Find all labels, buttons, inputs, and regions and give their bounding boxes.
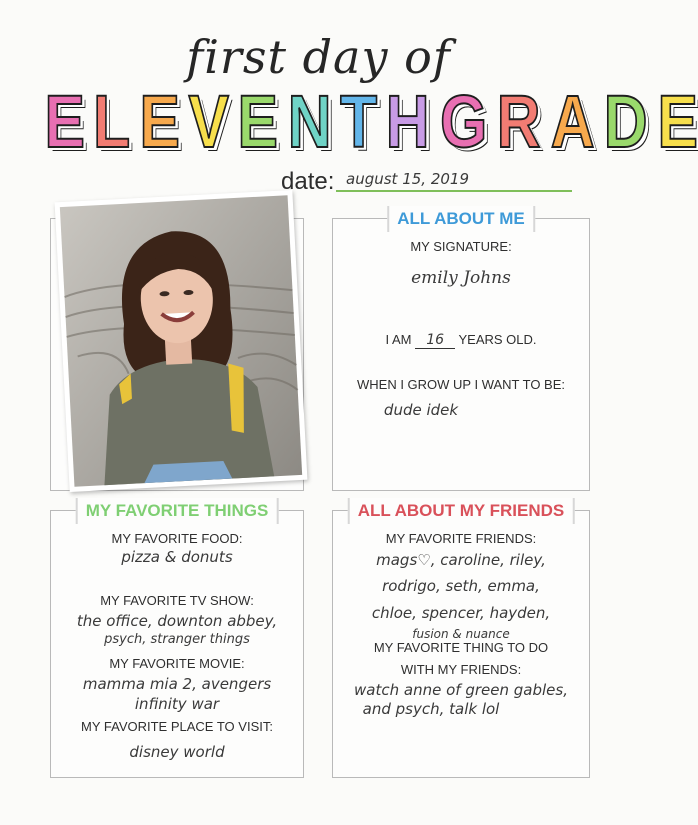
movie-label: MY FAVORITE MOVIE:: [109, 656, 245, 671]
date-underline: [336, 190, 572, 192]
signature-label: MY SIGNATURE:: [410, 239, 512, 254]
movie-value-line-2: infinity war: [134, 695, 220, 713]
place-label: MY FAVORITE PLACE TO VISIT:: [81, 719, 273, 734]
movie-value-line-1: mamma mia 2, avengers: [82, 675, 272, 693]
grow-up-value: dude idek: [383, 401, 459, 419]
friends-value-line-1: mags♡, caroline, riley,: [376, 551, 546, 569]
signature-value: emily Johns: [411, 268, 511, 288]
grow-up-label: WHEN I GROW UP I WANT TO BE:: [356, 377, 566, 392]
title-letter-l: L: [93, 80, 131, 163]
thing-label-line-1: MY FAVORITE THING TO DO: [373, 640, 549, 655]
favorite-things-panel: [50, 501, 304, 778]
place-value: disney world: [129, 743, 225, 761]
age-value: 16: [415, 332, 455, 349]
favorite-things-title: MY FAVORITE THINGS: [76, 498, 279, 524]
friends-value-line-3: chloe, spencer, hayden,: [371, 604, 551, 622]
title-letter-e: E: [657, 80, 698, 163]
food-label: MY FAVORITE FOOD:: [111, 531, 243, 546]
about-me-panel: [332, 209, 590, 491]
photo-image: [60, 195, 302, 487]
friends-panel: [332, 501, 590, 778]
age-suffix: YEARS OLD.: [458, 332, 537, 347]
tv-value-line-1: the office, downton abbey,: [76, 612, 278, 630]
title-letter-n: N: [287, 80, 332, 163]
thing-value-line-2: and psych, talk lol: [362, 700, 500, 718]
date-label: date:: [281, 168, 335, 195]
title-first-day-of: first day of: [186, 30, 451, 84]
title-letter-e: E: [237, 80, 279, 163]
friends-title: ALL ABOUT MY FRIENDS: [348, 498, 575, 524]
tv-value-line-2: psych, stranger things: [104, 632, 250, 647]
thing-label-line-2: WITH MY FRIENDS:: [400, 662, 522, 677]
title-letter-e: E: [139, 80, 180, 163]
title-letter-e: E: [44, 80, 85, 163]
title-letter-a: A: [550, 80, 595, 163]
student-photo: [55, 190, 308, 492]
tv-label: MY FAVORITE TV SHOW:: [100, 593, 254, 608]
age-prefix: I AM: [385, 332, 412, 347]
title-letter-r: R: [497, 80, 541, 163]
title-eleventh-grade: [40, 78, 698, 163]
title-letter-g: G: [439, 80, 488, 163]
about-me-title: ALL ABOUT ME: [387, 206, 535, 232]
age-line: [333, 332, 589, 349]
title-letter-t: T: [340, 80, 378, 163]
friends-value-line-2: rodrigo, seth, emma,: [382, 577, 540, 595]
friends-value-line-4: fusion & nuance: [412, 627, 510, 641]
food-value: pizza & donuts: [121, 548, 233, 566]
title-letter-h: H: [386, 80, 430, 163]
date-value: august 15, 2019: [346, 170, 469, 188]
friends-label: MY FAVORITE FRIENDS:: [385, 531, 537, 546]
title-letter-d: D: [604, 80, 648, 163]
thing-value-line-1: watch anne of green gables,: [354, 681, 568, 699]
title-letter-v: V: [188, 80, 229, 163]
